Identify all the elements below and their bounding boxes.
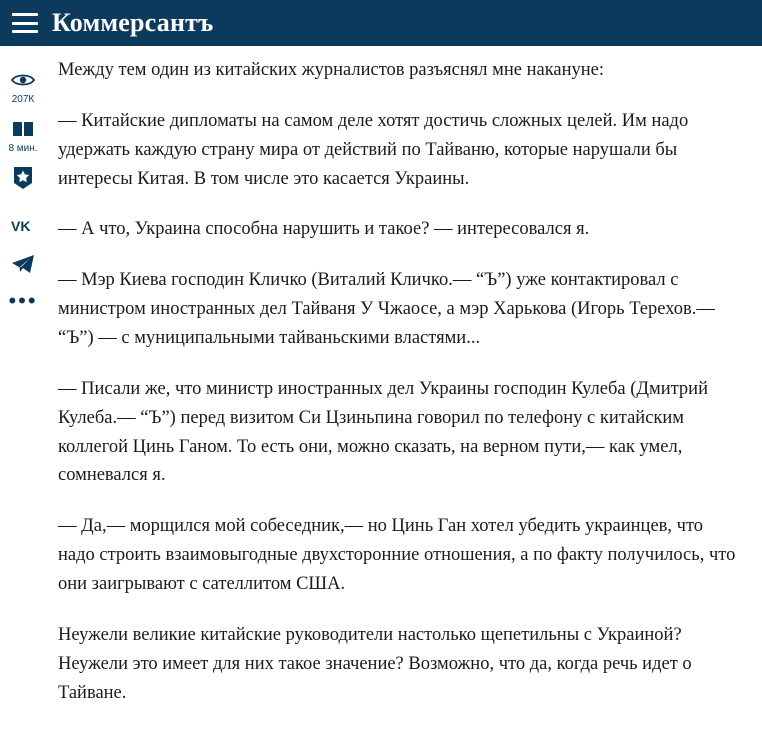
article-paragraph: — Писали же, что министр иностранных дел Украины господин Кулеба (Дмитрий Кулеба.— “Ъ”) перед визитом Си Цзиньпина говорил по телефону с китайским коллегой Цинь Ганом. То есть они, можно сказать, на верном пути,— как умел, сомневался я. bbox=[58, 378, 708, 486]
vk-icon[interactable] bbox=[11, 214, 35, 238]
hamburger-bar bbox=[12, 30, 38, 33]
star-badge-icon[interactable] bbox=[11, 166, 35, 190]
hamburger-menu-icon[interactable] bbox=[12, 13, 38, 33]
reading-time bbox=[8, 117, 37, 154]
article-body bbox=[46, 46, 762, 738]
bookmark-star-button[interactable] bbox=[11, 166, 35, 192]
eye-icon bbox=[11, 68, 35, 92]
telegram-icon[interactable] bbox=[11, 252, 35, 276]
views-counter bbox=[11, 68, 35, 105]
book-icon bbox=[11, 117, 35, 141]
article-paragraph: Неужели великие китайские руководители настолько щепетильны с Украиной? Неужели это имеет для них такое значение? Возможно, что да, когда речь идет о Тайване. bbox=[58, 624, 692, 703]
article-paragraph: — Китайские дипломаты на самом деле хотят достичь сложных целей. Им надо удержать каждую страну мира от действий по Тайваню, которые нарушали бы интересы Китая. В том числе это касается Украины. bbox=[58, 110, 689, 189]
views-count-label: 207К bbox=[11, 94, 35, 105]
share-telegram-button[interactable] bbox=[11, 252, 35, 278]
site-logo-text[interactable]: Коммерсантъ bbox=[52, 8, 214, 37]
left-toolbar bbox=[0, 46, 46, 738]
more-dots-icon[interactable]: ••• bbox=[8, 288, 38, 313]
article-paragraph: — А что, Украина способна нарушить и такое? — интересовался я. bbox=[58, 219, 590, 240]
hamburger-bar bbox=[12, 13, 38, 16]
reading-time-label: 8 мин. bbox=[8, 143, 38, 154]
article-paragraph: — Мэр Киева господин Кличко (Виталий Кличко.— “Ъ”) уже контактировал с министром иностранных дел Тайваня У Чжаосе, а мэр Харькова (Игорь Терехов.— “Ъ”) — с муниципальными тайваньскими властями... bbox=[58, 270, 715, 349]
hamburger-bar bbox=[12, 22, 38, 25]
site-header bbox=[0, 0, 762, 46]
article-paragraph: — Да,— морщился мой собеседник,— но Цинь Ган хотел убедить украинцев, что надо строить взаимовыгодные двухсторонние отношения, а по факту получилось, что они заигрывают с сателлитом США. bbox=[58, 516, 736, 595]
article-paragraph: Между тем один из китайских журналистов разъяснял мне накануне: bbox=[58, 60, 605, 80]
svg-text:VK: VK bbox=[11, 218, 31, 234]
share-vk-button[interactable] bbox=[11, 214, 35, 240]
